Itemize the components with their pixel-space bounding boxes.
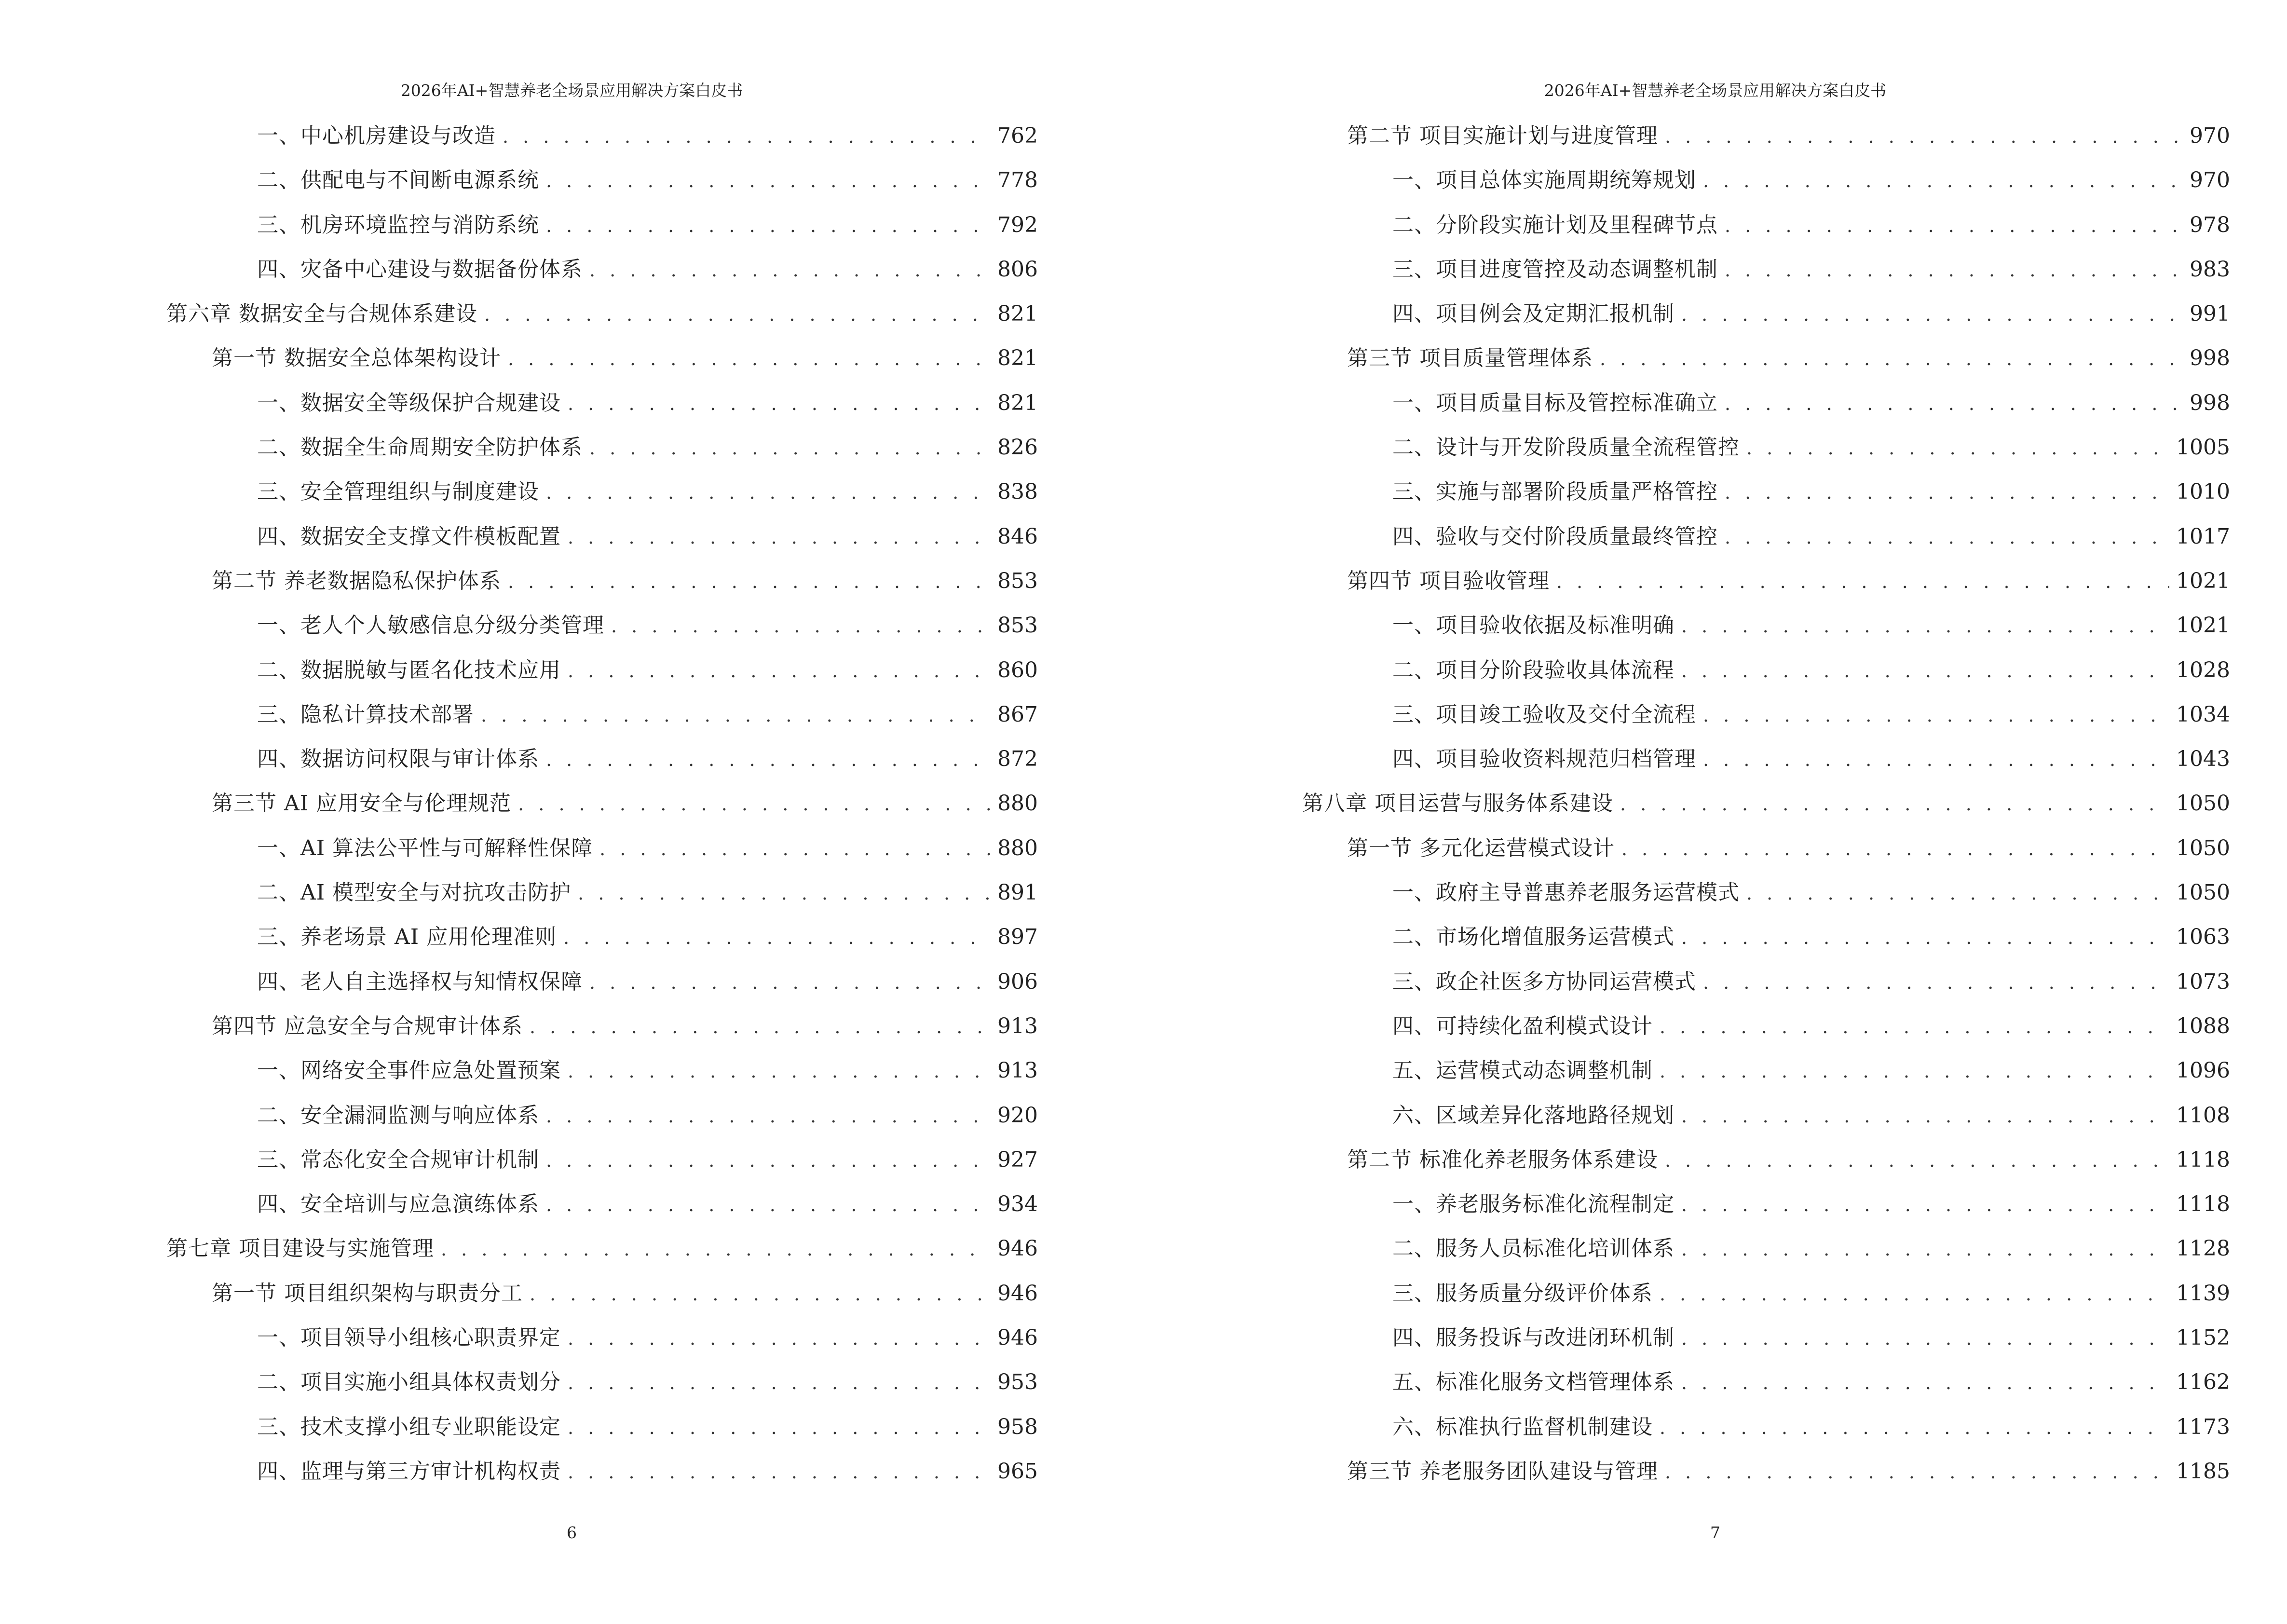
dot-leader	[1681, 604, 2169, 648]
dot-leader	[1681, 1316, 2169, 1361]
toc-entry-title: 一、网络安全事件应急处置预案	[257, 1058, 561, 1083]
toc-entry-page-number: 1043	[2176, 747, 2230, 772]
toc-entry-page-number: 778	[997, 168, 1038, 193]
dot-leader	[546, 1138, 991, 1183]
page-number: 6	[567, 1523, 577, 1542]
toc-entry-item[interactable]	[0, 826, 1144, 871]
toc-entry-title: 二、项目实施小组具体权责划分	[257, 1370, 561, 1395]
toc-entry-page-number: 1050	[2176, 835, 2230, 860]
dot-leader	[599, 827, 991, 871]
toc-entry-title: 第七章 项目建设与实施管理	[166, 1236, 434, 1261]
dot-leader	[568, 1049, 991, 1093]
dot-leader	[484, 292, 991, 337]
toc-entry-title: 第二节 标准化养老服务体系建设	[1347, 1147, 1658, 1172]
toc-entry-item[interactable]	[0, 1449, 1144, 1494]
toc-entry-page-number: 821	[997, 301, 1038, 327]
dot-leader	[1556, 560, 2169, 604]
toc-entry-item[interactable]	[1144, 1182, 2287, 1227]
dot-leader	[1665, 1138, 2169, 1183]
dot-leader	[568, 649, 991, 693]
dot-leader	[1681, 1094, 2169, 1138]
dot-leader	[530, 1272, 991, 1316]
toc-entry-title: 二、服务人员标准化培训体系	[1392, 1236, 1674, 1261]
toc-entry-section[interactable]	[1144, 826, 2287, 871]
toc-entry-page-number: 927	[997, 1147, 1038, 1172]
toc-entry-title: 四、监理与第三方审计机构权责	[257, 1459, 561, 1484]
dot-leader	[1681, 1361, 2169, 1405]
toc-entry-title: 一、政府主导普惠养老服务运营模式	[1392, 880, 1740, 905]
toc-entry-item[interactable]	[0, 1049, 1144, 1093]
dot-leader	[503, 114, 991, 159]
toc-entry-item[interactable]	[0, 603, 1144, 648]
toc-entry-title: 二、数据脱敏与匿名化技术应用	[257, 657, 561, 682]
toc-entry-title: 二、供配电与不间断电源系统	[257, 168, 539, 193]
dot-leader	[589, 426, 991, 470]
toc-entry-page-number: 998	[2190, 390, 2230, 415]
toc-entry-page-number: 946	[997, 1325, 1038, 1351]
toc-entry-item[interactable]	[0, 425, 1144, 470]
toc-entry-title: 四、数据访问权限与审计体系	[257, 747, 539, 772]
toc-entry-page-number: 913	[997, 1058, 1038, 1083]
toc-entry-page-number: 1028	[2176, 657, 2230, 682]
dot-leader	[1660, 1272, 2169, 1316]
toc-entry-page-number: 934	[997, 1192, 1038, 1217]
toc-entry-title: 二、数据全生命周期安全防护体系	[257, 435, 583, 460]
toc-entry-title: 第四节 应急安全与合规审计体系	[212, 1013, 523, 1038]
dot-leader	[1725, 382, 2183, 426]
toc-entry-title: 二、市场化增值服务运营模式	[1392, 925, 1674, 950]
toc-entry-page-number: 762	[997, 123, 1038, 148]
toc-entry-item[interactable]	[1144, 292, 2287, 336]
toc-entry-title: 二、设计与开发阶段质量全流程管控	[1392, 435, 1740, 460]
toc-entry-page-number: 1034	[2176, 702, 2230, 727]
toc-entry-item[interactable]	[0, 114, 1144, 158]
toc-entry-title: 三、机房环境监控与消防系统	[257, 212, 539, 237]
toc-entry-item[interactable]	[1144, 1093, 2287, 1138]
toc-entry-page-number: 1108	[2176, 1103, 2230, 1128]
toc-entry-title: 三、项目竣工验收及交付全流程	[1392, 702, 1696, 727]
toc-entry-section[interactable]	[1144, 114, 2287, 158]
toc-entry-title: 五、标准化服务文档管理体系	[1392, 1370, 1674, 1395]
dot-leader	[1681, 1183, 2169, 1227]
toc-entry-section[interactable]	[1144, 559, 2287, 603]
dot-leader	[1703, 159, 2183, 203]
toc-entry-title: 四、数据安全支撑文件模板配置	[257, 524, 561, 549]
toc-entry-title: 第三节 AI 应用安全与伦理规范	[212, 791, 512, 816]
dot-leader	[1681, 292, 2183, 337]
toc-entry-page-number: 846	[997, 524, 1038, 549]
toc-entry-item[interactable]	[1144, 425, 2287, 470]
toc-entry-item[interactable]	[0, 915, 1144, 959]
toc-entry-title: 四、验收与交付阶段质量最终管控	[1392, 524, 1718, 549]
toc-entry-title: 二、AI 模型安全与对抗攻击防护	[257, 880, 572, 905]
toc-entry-item[interactable]	[0, 1182, 1144, 1227]
toc-entry-item[interactable]	[1144, 1271, 2287, 1316]
toc-entry-title: 四、可持续化盈利模式设计	[1392, 1013, 1653, 1038]
toc-entry-item[interactable]	[0, 648, 1144, 693]
toc-entry-item[interactable]	[1144, 158, 2287, 203]
dot-leader	[546, 1183, 991, 1227]
toc-entry-title: 三、技术支撑小组专业职能设定	[257, 1414, 561, 1439]
toc-entry-section[interactable]	[1144, 1449, 2287, 1494]
toc-entry-page-number: 970	[2190, 123, 2230, 148]
toc-entry-title: 三、服务质量分级评价体系	[1392, 1281, 1653, 1306]
toc-entry-title: 二、分阶段实施计划及里程碑节点	[1392, 212, 1718, 237]
toc-entry-page-number: 821	[997, 390, 1038, 415]
toc-entry-item[interactable]	[1144, 1316, 2287, 1360]
toc-entry-title: 三、隐私计算技术部署	[257, 702, 474, 727]
toc-entry-title: 一、中心机房建设与改造	[257, 123, 496, 148]
dot-leader	[546, 159, 991, 203]
toc-entry-item[interactable]	[0, 381, 1144, 425]
toc-entry-item[interactable]	[1144, 871, 2287, 915]
toc-entry-page-number: 983	[2190, 257, 2230, 282]
dot-leader	[1660, 1406, 2169, 1450]
toc-entry-title: 四、项目验收资料规范归档管理	[1392, 747, 1696, 772]
toc-entry-title: 四、服务投诉与改进闭环机制	[1392, 1325, 1674, 1351]
dot-leader	[1746, 426, 2169, 470]
dot-leader	[568, 1361, 991, 1405]
toc-entry-page-number: 826	[997, 435, 1038, 460]
running-header: 2026年AI+智慧养老全场景应用解决方案白皮书	[1544, 81, 1887, 100]
toc-entry-title: 二、项目分阶段验收具体流程	[1392, 657, 1674, 682]
toc-entry-title: 第一节 项目组织架构与职责分工	[212, 1281, 523, 1306]
toc-entry-page-number: 906	[997, 969, 1038, 994]
dot-leader	[481, 693, 991, 737]
toc-entry-page-number: 1128	[2176, 1236, 2230, 1261]
toc-entry-page-number: 920	[997, 1103, 1038, 1128]
toc-entry-page-number: 1050	[2176, 880, 2230, 905]
toc-entry-item[interactable]	[1144, 648, 2287, 693]
toc-entry-section[interactable]	[0, 1004, 1144, 1049]
toc-entry-title: 一、项目领导小组核心职责界定	[257, 1325, 561, 1351]
toc-entry-item[interactable]	[0, 1093, 1144, 1138]
toc-entry-page-number: 1021	[2176, 568, 2230, 593]
toc-entry-title: 第一节 多元化运营模式设计	[1347, 835, 1615, 860]
toc-entry-title: 四、项目例会及定期汇报机制	[1392, 301, 1674, 327]
toc-entry-page-number: 1005	[2176, 435, 2230, 460]
dot-leader	[1660, 1049, 2169, 1093]
toc-entry-page-number: 838	[997, 479, 1038, 505]
toc-entry-title: 三、政企社医多方协同运营模式	[1392, 969, 1696, 994]
toc-entry-item[interactable]	[0, 1138, 1144, 1182]
toc-entry-page-number: 946	[997, 1236, 1038, 1261]
toc-entry-page-number: 792	[997, 212, 1038, 237]
toc-entry-item[interactable]	[1144, 381, 2287, 425]
toc-entry-title: 一、老人个人敏感信息分级分类管理	[257, 613, 604, 638]
dot-leader	[1620, 782, 2169, 826]
dot-leader	[1621, 827, 2169, 871]
dot-leader	[1681, 915, 2169, 960]
toc-entry-page-number: 897	[997, 925, 1038, 950]
dot-leader	[563, 915, 991, 960]
toc-entry-title: 第三节 项目质量管理体系	[1347, 346, 1593, 371]
dot-leader	[508, 337, 991, 381]
dot-leader	[568, 1450, 991, 1494]
table-of-contents	[1144, 114, 2287, 1494]
toc-entry-title: 第八章 项目运营与服务体系建设	[1302, 791, 1613, 816]
toc-entry-title: 第四节 项目验收管理	[1347, 568, 1550, 593]
dot-leader	[1660, 1005, 2169, 1049]
toc-entry-item[interactable]	[1144, 960, 2287, 1004]
toc-entry-title: 一、项目验收依据及标准明确	[1392, 613, 1674, 638]
toc-entry-page-number: 998	[2190, 346, 2230, 371]
dot-leader	[1703, 960, 2169, 1005]
toc-entry-title: 第二节 养老数据隐私保护体系	[212, 568, 501, 593]
toc-entry-item[interactable]	[0, 737, 1144, 781]
dot-leader	[589, 960, 991, 1005]
toc-entry-title: 一、项目质量目标及管控标准确立	[1392, 390, 1718, 415]
toc-entry-item[interactable]	[0, 1360, 1144, 1405]
dot-leader	[1725, 470, 2169, 515]
dot-leader	[568, 1406, 991, 1450]
toc-entry-title: 第二节 项目实施计划与进度管理	[1347, 123, 1658, 148]
toc-entry-page-number: 867	[997, 702, 1038, 727]
toc-entry-page-number: 1139	[2176, 1281, 2230, 1306]
toc-entry-title: 四、老人自主选择权与知情权保障	[257, 969, 583, 994]
dot-leader	[1703, 737, 2169, 782]
dot-leader	[568, 1316, 991, 1361]
toc-entry-chapter[interactable]	[0, 1227, 1144, 1271]
toc-entry-item[interactable]	[1144, 693, 2287, 737]
dot-leader	[578, 871, 991, 915]
toc-entry-page-number: 860	[997, 657, 1038, 682]
dot-leader	[1600, 337, 2183, 381]
toc-entry-page-number: 946	[997, 1281, 1038, 1306]
dot-leader	[518, 782, 991, 826]
dot-leader	[546, 1094, 991, 1138]
toc-entry-page-number: 991	[2190, 301, 2230, 327]
toc-entry-title: 三、养老场景 AI 应用伦理准则	[257, 925, 557, 950]
toc-entry-title: 六、区域差异化落地路径规划	[1392, 1103, 1674, 1128]
toc-entry-page-number: 1185	[2176, 1459, 2230, 1484]
toc-entry-page-number: 821	[997, 346, 1038, 371]
toc-entry-item[interactable]	[1144, 1360, 2287, 1405]
dot-leader	[589, 248, 991, 292]
toc-entry-section[interactable]	[1144, 1138, 2287, 1182]
toc-entry-title: 一、AI 算法公平性与可解释性保障	[257, 835, 593, 860]
toc-entry-page-number: 891	[997, 880, 1038, 905]
toc-entry-item[interactable]	[1144, 247, 2287, 292]
toc-entry-item[interactable]	[1144, 1405, 2287, 1449]
toc-entry-title: 六、标准执行监督机制建设	[1392, 1414, 1653, 1439]
toc-entry-item[interactable]	[1144, 915, 2287, 959]
toc-entry-page-number: 1050	[2176, 791, 2230, 816]
toc-entry-chapter[interactable]	[1144, 781, 2287, 826]
running-header: 2026年AI+智慧养老全场景应用解决方案白皮书	[400, 81, 743, 100]
toc-entry-title: 三、项目进度管控及动态调整机制	[1392, 257, 1718, 282]
dot-leader	[530, 1005, 991, 1049]
toc-entry-page-number: 958	[997, 1414, 1038, 1439]
dot-leader	[546, 470, 991, 515]
toc-entry-chapter[interactable]	[0, 292, 1144, 336]
toc-entry-section[interactable]	[0, 1271, 1144, 1316]
toc-entry-page-number: 1021	[2176, 613, 2230, 638]
dot-leader	[568, 515, 991, 560]
dot-leader	[1681, 649, 2169, 693]
toc-entry-page-number: 1088	[2176, 1013, 2230, 1038]
toc-entry-page-number: 880	[997, 835, 1038, 860]
dot-leader	[1703, 693, 2169, 737]
toc-entry-page-number: 1118	[2176, 1192, 2230, 1217]
toc-entry-page-number: 913	[997, 1013, 1038, 1038]
toc-entry-page-number: 970	[2190, 168, 2230, 193]
toc-entry-page-number: 1152	[2176, 1325, 2230, 1351]
toc-entry-title: 一、项目总体实施周期统筹规划	[1392, 168, 1696, 193]
toc-entry-page-number: 1063	[2176, 925, 2230, 950]
toc-entry-item[interactable]	[1144, 203, 2287, 247]
toc-entry-page-number: 853	[997, 568, 1038, 593]
toc-entry-page-number: 880	[997, 791, 1038, 816]
toc-entry-item[interactable]	[0, 515, 1144, 559]
toc-entry-page-number: 1173	[2176, 1414, 2230, 1439]
toc-entry-title: 三、安全管理组织与制度建设	[257, 479, 539, 505]
toc-entry-section[interactable]	[0, 781, 1144, 826]
toc-entry-title: 三、常态化安全合规审计机制	[257, 1147, 539, 1172]
toc-entry-item[interactable]	[0, 871, 1144, 915]
toc-entry-title: 第三节 养老服务团队建设与管理	[1347, 1459, 1658, 1484]
dot-leader	[1746, 871, 2169, 915]
dot-leader	[441, 1227, 991, 1271]
toc-entry-title: 二、安全漏洞监测与响应体系	[257, 1103, 539, 1128]
dot-leader	[546, 204, 991, 248]
toc-entry-item[interactable]	[1144, 737, 2287, 781]
toc-entry-page-number: 1017	[2176, 524, 2230, 549]
toc-entry-item[interactable]	[1144, 470, 2287, 514]
toc-entry-title: 第六章 数据安全与合规体系建设	[166, 301, 477, 327]
toc-entry-page-number: 965	[997, 1459, 1038, 1484]
page-number: 7	[1710, 1523, 1720, 1542]
toc-entry-page-number: 1118	[2176, 1147, 2230, 1172]
toc-entry-page-number: 853	[997, 613, 1038, 638]
toc-entry-page-number: 1010	[2176, 479, 2230, 505]
toc-entry-item[interactable]	[0, 470, 1144, 514]
toc-entry-item[interactable]	[0, 1405, 1144, 1449]
right-page	[1144, 0, 2287, 1624]
toc-entry-title: 四、安全培训与应急演练体系	[257, 1192, 539, 1217]
toc-entry-item[interactable]	[1144, 1049, 2287, 1093]
toc-entry-item[interactable]	[1144, 515, 2287, 559]
toc-entry-section[interactable]	[0, 559, 1144, 603]
toc-entry-page-number: 1162	[2176, 1370, 2230, 1395]
toc-entry-title: 四、灾备中心建设与数据备份体系	[257, 257, 583, 282]
toc-entry-item[interactable]	[1144, 603, 2287, 648]
toc-entry-title: 第一节 数据安全总体架构设计	[212, 346, 501, 371]
toc-entry-item[interactable]	[0, 1316, 1144, 1360]
dot-leader	[1665, 114, 2183, 159]
toc-entry-section[interactable]	[0, 336, 1144, 381]
toc-entry-title: 三、实施与部署阶段质量严格管控	[1392, 479, 1718, 505]
toc-entry-title: 一、数据安全等级保护合规建设	[257, 390, 561, 415]
toc-entry-item[interactable]	[0, 693, 1144, 737]
toc-entry-item[interactable]	[0, 960, 1144, 1004]
dot-leader	[1681, 1227, 2169, 1271]
dot-leader	[568, 382, 991, 426]
toc-entry-title: 五、运营模式动态调整机制	[1392, 1058, 1653, 1083]
toc-entry-page-number: 1096	[2176, 1058, 2230, 1083]
toc-entry-item[interactable]	[0, 203, 1144, 247]
dot-leader	[1665, 1450, 2169, 1494]
toc-entry-item[interactable]	[1144, 1227, 2287, 1271]
dot-leader	[1725, 248, 2183, 292]
toc-entry-item[interactable]	[0, 158, 1144, 203]
toc-entry-page-number: 1073	[2176, 969, 2230, 994]
toc-entry-page-number: 806	[997, 257, 1038, 282]
dot-leader	[611, 604, 991, 648]
toc-entry-page-number: 978	[2190, 212, 2230, 237]
toc-entry-title: 一、养老服务标准化流程制定	[1392, 1192, 1674, 1217]
dot-leader	[1725, 204, 2183, 248]
dot-leader	[546, 737, 991, 782]
toc-entry-page-number: 953	[997, 1370, 1038, 1395]
table-of-contents	[0, 114, 1144, 1494]
toc-entry-page-number: 872	[997, 747, 1038, 772]
toc-entry-item[interactable]	[0, 247, 1144, 292]
toc-entry-section[interactable]	[1144, 336, 2287, 381]
dot-leader	[508, 560, 991, 604]
toc-entry-item[interactable]	[1144, 1004, 2287, 1049]
dot-leader	[1725, 515, 2169, 560]
